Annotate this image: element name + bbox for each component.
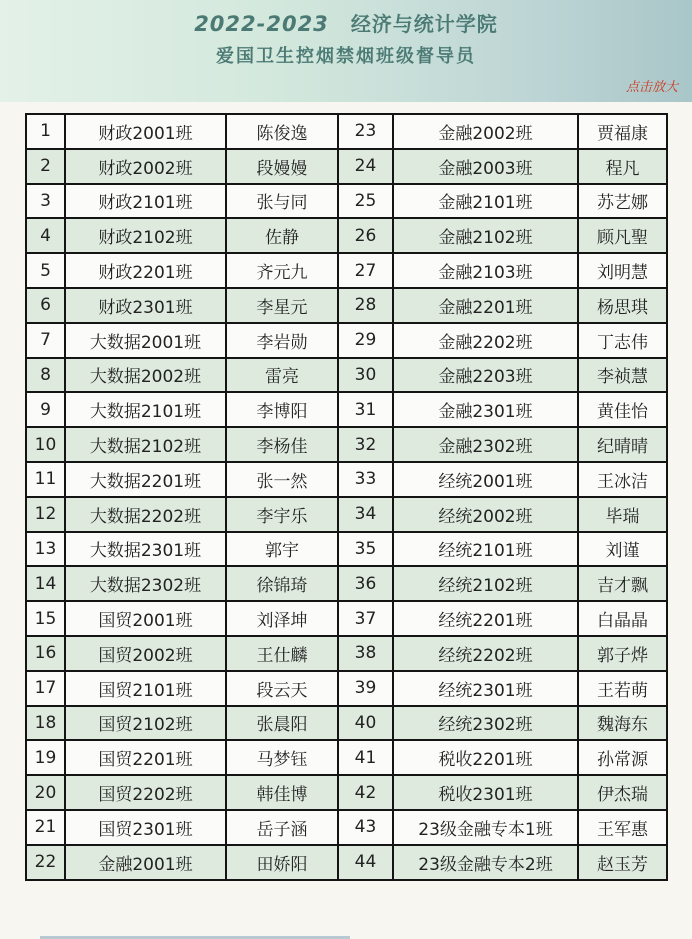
supervisor-name: 纪晴晴 [578, 427, 667, 462]
row-number: 16 [26, 636, 65, 671]
page-title [0, 8, 692, 37]
supervisor-name: 程凡 [578, 149, 667, 184]
supervisor-name: 顾凡聖 [578, 218, 667, 253]
supervisor-name: 王冰洁 [578, 462, 667, 497]
row-number: 31 [338, 392, 393, 427]
table-row [26, 218, 667, 253]
supervisor-name: 王仕麟 [226, 636, 338, 671]
supervisor-name: 王若萌 [578, 671, 667, 706]
class-name: 23级金融专本2班 [393, 845, 578, 880]
row-number: 34 [338, 497, 393, 532]
class-name: 大数据2202班 [65, 497, 226, 532]
table-row [26, 358, 667, 393]
class-name: 财政2102班 [65, 218, 226, 253]
table-row [26, 740, 667, 775]
class-name: 经统2102班 [393, 566, 578, 601]
class-name: 财政2301班 [65, 288, 226, 323]
row-number: 40 [338, 706, 393, 741]
supervisor-name: 陈俊逸 [226, 114, 338, 149]
supervisor-name: 张一然 [226, 462, 338, 497]
class-name: 国贸2301班 [65, 810, 226, 845]
class-name: 财政2201班 [65, 253, 226, 288]
row-number: 43 [338, 810, 393, 845]
supervisor-name: 李岩勋 [226, 323, 338, 358]
row-number: 30 [338, 358, 393, 393]
row-number: 12 [26, 497, 65, 532]
class-name: 大数据2302班 [65, 566, 226, 601]
supervisor-name: 伊杰瑞 [578, 775, 667, 810]
class-name: 经统2002班 [393, 497, 578, 532]
row-number: 10 [26, 427, 65, 462]
class-name: 大数据2101班 [65, 392, 226, 427]
class-name: 经统2302班 [393, 706, 578, 741]
class-name: 国贸2001班 [65, 601, 226, 636]
class-name: 大数据2301班 [65, 532, 226, 567]
row-number: 13 [26, 532, 65, 567]
supervisor-name: 张晨阳 [226, 706, 338, 741]
supervisor-name: 张与同 [226, 184, 338, 219]
class-name: 国贸2002班 [65, 636, 226, 671]
supervisor-name: 齐元九 [226, 253, 338, 288]
row-number: 8 [26, 358, 65, 393]
row-number: 20 [26, 775, 65, 810]
college-name: 经济与统计学院 [350, 12, 498, 36]
table-row [26, 149, 667, 184]
row-number: 2 [26, 149, 65, 184]
row-number: 17 [26, 671, 65, 706]
row-number: 33 [338, 462, 393, 497]
class-name: 财政2001班 [65, 114, 226, 149]
table-row [26, 392, 667, 427]
class-name: 金融2102班 [393, 218, 578, 253]
class-name: 金融2201班 [393, 288, 578, 323]
row-number: 32 [338, 427, 393, 462]
supervisor-name: 马梦钰 [226, 740, 338, 775]
supervisor-name: 段嫚嫚 [226, 149, 338, 184]
supervisor-name: 李星元 [226, 288, 338, 323]
supervisor-name: 赵玉芳 [578, 845, 667, 880]
class-name: 经统2202班 [393, 636, 578, 671]
supervisor-name: 刘谨 [578, 532, 667, 567]
row-number: 4 [26, 218, 65, 253]
row-number: 5 [26, 253, 65, 288]
row-number: 41 [338, 740, 393, 775]
table-row [26, 114, 667, 149]
class-name: 金融2003班 [393, 149, 578, 184]
supervisor-name: 魏海东 [578, 706, 667, 741]
supervisor-name: 孙常源 [578, 740, 667, 775]
row-number: 19 [26, 740, 65, 775]
class-name: 税收2201班 [393, 740, 578, 775]
row-number: 44 [338, 845, 393, 880]
class-name: 金融2302班 [393, 427, 578, 462]
row-number: 35 [338, 532, 393, 567]
row-number: 1 [26, 114, 65, 149]
table-row [26, 253, 667, 288]
supervisor-table [25, 113, 668, 881]
class-name: 经统2001班 [393, 462, 578, 497]
table-row [26, 566, 667, 601]
supervisor-name: 李宇乐 [226, 497, 338, 532]
supervisor-name: 韩佳博 [226, 775, 338, 810]
supervisor-name: 田娇阳 [226, 845, 338, 880]
supervisor-name: 李博阳 [226, 392, 338, 427]
supervisor-name: 佐静 [226, 218, 338, 253]
class-name: 金融2301班 [393, 392, 578, 427]
table-row [26, 636, 667, 671]
table-row [26, 810, 667, 845]
row-number: 39 [338, 671, 393, 706]
row-number: 25 [338, 184, 393, 219]
row-number: 14 [26, 566, 65, 601]
class-name: 金融2001班 [65, 845, 226, 880]
row-number: 9 [26, 392, 65, 427]
class-name: 经统2201班 [393, 601, 578, 636]
row-number: 28 [338, 288, 393, 323]
row-number: 18 [26, 706, 65, 741]
class-name: 国贸2201班 [65, 740, 226, 775]
supervisor-name: 毕瑞 [578, 497, 667, 532]
row-number: 38 [338, 636, 393, 671]
table-row [26, 532, 667, 567]
table-row [26, 462, 667, 497]
row-number: 3 [26, 184, 65, 219]
zoom-link[interactable]: 点击放大 [625, 80, 678, 95]
class-name: 财政2101班 [65, 184, 226, 219]
class-name: 大数据2201班 [65, 462, 226, 497]
table-row [26, 845, 667, 880]
class-name: 税收2301班 [393, 775, 578, 810]
class-name: 国贸2202班 [65, 775, 226, 810]
row-number: 21 [26, 810, 65, 845]
class-name: 经统2301班 [393, 671, 578, 706]
class-name: 金融2202班 [393, 323, 578, 358]
row-number: 22 [26, 845, 65, 880]
supervisor-name: 刘泽坤 [226, 601, 338, 636]
table-row [26, 427, 667, 462]
class-name: 大数据2002班 [65, 358, 226, 393]
supervisor-name: 白晶晶 [578, 601, 667, 636]
table-row [26, 671, 667, 706]
row-number: 11 [26, 462, 65, 497]
row-number: 29 [338, 323, 393, 358]
supervisor-name: 李祯慧 [578, 358, 667, 393]
supervisor-name: 雷亮 [226, 358, 338, 393]
year-label: 2022-2023 [194, 12, 329, 36]
table-row [26, 497, 667, 532]
supervisor-name: 段云天 [226, 671, 338, 706]
class-name: 23级金融专本1班 [393, 810, 578, 845]
table-row [26, 706, 667, 741]
row-number: 23 [338, 114, 393, 149]
row-number: 37 [338, 601, 393, 636]
supervisor-name: 刘明慧 [578, 253, 667, 288]
supervisor-name: 杨思琪 [578, 288, 667, 323]
class-name: 金融2103班 [393, 253, 578, 288]
supervisor-name: 李杨佳 [226, 427, 338, 462]
row-number: 7 [26, 323, 65, 358]
class-name: 金融2203班 [393, 358, 578, 393]
header-banner [0, 0, 692, 102]
supervisor-name: 贾福康 [578, 114, 667, 149]
table-row [26, 184, 667, 219]
supervisor-name: 丁志伟 [578, 323, 667, 358]
class-name: 国贸2101班 [65, 671, 226, 706]
row-number: 42 [338, 775, 393, 810]
table-row [26, 775, 667, 810]
supervisor-name: 苏艺娜 [578, 184, 667, 219]
supervisor-name: 郭宇 [226, 532, 338, 567]
row-number: 24 [338, 149, 393, 184]
table-body [26, 114, 667, 880]
class-name: 大数据2001班 [65, 323, 226, 358]
row-number: 27 [338, 253, 393, 288]
row-number: 26 [338, 218, 393, 253]
row-number: 36 [338, 566, 393, 601]
supervisor-name: 黄佳怡 [578, 392, 667, 427]
class-name: 金融2002班 [393, 114, 578, 149]
class-name: 财政2002班 [65, 149, 226, 184]
table-row [26, 601, 667, 636]
class-name: 大数据2102班 [65, 427, 226, 462]
row-number: 15 [26, 601, 65, 636]
supervisor-name: 郭子烨 [578, 636, 667, 671]
class-name: 金融2101班 [393, 184, 578, 219]
class-name: 国贸2102班 [65, 706, 226, 741]
page-subtitle: 爱国卫生控烟禁烟班级督导员 [216, 46, 476, 67]
supervisor-name: 岳子涵 [226, 810, 338, 845]
class-name: 经统2101班 [393, 532, 578, 567]
supervisor-name: 徐锦琦 [226, 566, 338, 601]
table-row [26, 323, 667, 358]
table-row [26, 288, 667, 323]
supervisor-name: 吉才飘 [578, 566, 667, 601]
row-number: 6 [26, 288, 65, 323]
supervisor-name: 王军惠 [578, 810, 667, 845]
